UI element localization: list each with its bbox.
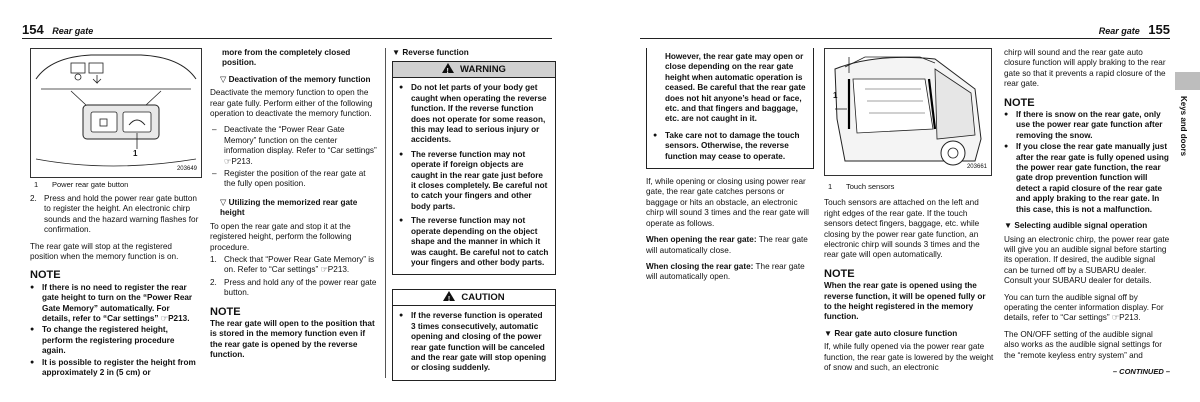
registered-position-paragraph: The rear gate will stop at the registered position when the memory function is on. xyxy=(30,241,179,262)
figure-caption-number: 1 xyxy=(34,180,39,189)
audible-paragraph: Using an electronic chirp, the power rear gate will give you an audible signal before starting its operation. If desired, the audible signal can be turned off by a SUBARU dealer. Consult your SUBARU dealer for details. xyxy=(1004,234,1170,286)
left-header xyxy=(22,22,93,36)
utilizing-step xyxy=(210,255,378,276)
auto-closure-paragraph: If, while fully opened via the power rear gate function, the rear gate is lowered by the weight of snow and such, an electronic xyxy=(824,342,994,373)
deactivation-item: – Register the position of the rear gate at the fully open position. xyxy=(210,169,378,190)
figure-caption-text: Touch sensors xyxy=(846,182,895,191)
touch-note-heading: NOTE xyxy=(824,267,855,280)
figure-code: 203661 xyxy=(966,163,987,170)
note-item: ● If there is no need to register the rear gate height to turn on the “Power Rear Gate Memory” automatically. For details, refer to “Car settings” ☞P213. xyxy=(30,283,200,325)
note-continuation: more from the completely closed position. xyxy=(222,48,351,68)
right-header xyxy=(1099,22,1170,36)
warning-item: ● Do not let parts of your body get caught when operating the reverse function. If the reverse function does not operate for some reason, this may lead to serious injury or accidents. xyxy=(399,83,549,145)
caution-item: ● Take care not to damage the touch sensors. Otherwise, the reverse function may cease to operate. xyxy=(653,131,807,162)
touch-sensors-illustration xyxy=(824,48,992,176)
rear-gate-car-drawing xyxy=(825,49,991,175)
section-tab-label xyxy=(1176,96,1196,186)
right-header-rule xyxy=(640,38,1170,39)
figure-code: 203649 xyxy=(176,165,197,172)
audible-paragraph: The ON/OFF setting of the audible signal also works as the audible signal settings for the “remote keyless entry system” and xyxy=(1004,329,1162,360)
opening-label: When opening the rear gate: xyxy=(646,235,757,245)
figure-callout: 1 xyxy=(833,91,838,100)
left-page xyxy=(22,0,562,402)
caution-box xyxy=(392,289,556,380)
section-tab-text: Keys and doors xyxy=(1179,96,1188,157)
closing-text: The rear gate will automatically open. xyxy=(646,261,805,282)
left-col-2 xyxy=(210,48,378,367)
deactivation-heading: ▽ Deactivation of the memory function xyxy=(220,74,371,84)
snow-note-heading: NOTE xyxy=(1004,96,1035,109)
left-col-3 xyxy=(392,48,556,381)
warning-icon xyxy=(442,63,454,73)
col2-note-heading: NOTE xyxy=(210,305,241,318)
audible-paragraph: You can turn the audible signal off by operating the center information display. For details, refer to “Car settings” ☞P213. xyxy=(1004,292,1164,323)
figure-caption xyxy=(30,180,200,190)
right-col-2 xyxy=(824,48,994,380)
rear-gate-button-drawing xyxy=(31,49,201,177)
right-col-1 xyxy=(646,48,814,289)
utilizing-step-text: Check that “Power Rear Gate Memory” is on. Refer to “Car settings” ☞P213. xyxy=(224,254,375,275)
deactivation-item: – Deactivate the “Power Rear Gate Memory” function on the center information display. Refer to “Car settings” ☞P213. xyxy=(210,125,378,167)
touch-note-text: When the rear gate is opened using the reverse function, it will be opened fully or to the height registered in the memory function. xyxy=(824,281,986,322)
warning-label: WARNING xyxy=(460,64,506,76)
utilizing-step xyxy=(210,278,378,299)
utilizing-step-number: 2. xyxy=(210,277,217,287)
utilizing-paragraph: To open the rear gate and stop it at the registered height, perform the following procedure. xyxy=(210,221,352,252)
reverse-paragraph: If, while opening or closing using power rear gate, the rear gate catches persons or baggage or hits an obstacle, an electronic chirp will sound 3 times and the rear gate will operate as follows. xyxy=(646,177,809,228)
touch-sensors-paragraph: Touch sensors are attached on the left and right edges of the rear gate. If the touch sensors detect fingers, baggage, etc. while closing by the power rear gate function, an electronic chirp will sounds 3 times and the rear gate will open automatically. xyxy=(824,198,980,260)
caution-label: CAUTION xyxy=(461,292,505,304)
warning-item: ● The reverse function may not operate if foreign objects are caught in the rear gate just before it closes completely. Be careful not to catch your fingers and other body parts. xyxy=(399,150,549,212)
reverse-function-heading: ▼ Reverse function xyxy=(392,48,469,57)
figure-caption xyxy=(824,182,994,192)
utilizing-heading: ▽ Utilizing the memorized rear gate height xyxy=(220,197,358,218)
col2-note-text: The rear gate will open to the position that is stored in the memory function even if the rear gate is opened by the reverse function. xyxy=(210,318,375,360)
left-running-title: Rear gate xyxy=(52,26,94,36)
right-page-number: 155 xyxy=(1148,22,1170,37)
closing-paragraph xyxy=(646,262,814,283)
continued-caution-box xyxy=(646,48,814,169)
caution-continuation: However, the rear gate may open or close depending on the rear gate height when automatic operation is ceased. Be careful that the rear gate does not hit anyone’s head or face, etc. and that fingers and baggage, etc. are not caught in it. xyxy=(665,52,806,124)
caution-bar xyxy=(393,290,555,306)
column-divider xyxy=(385,48,386,378)
deactivation-paragraph: Deactivate the memory function to open the rear gate fully. Perform either of the following operation to deactivate the memory function. xyxy=(210,88,373,119)
auto-closure-heading: ▼ Rear gate auto closure function xyxy=(824,328,958,338)
left-col-1-text xyxy=(30,194,200,380)
opening-paragraph xyxy=(646,235,814,256)
warning-body xyxy=(393,78,555,274)
note-item: ● If there is snow on the rear gate, only use the power rear gate function after removing the snow. xyxy=(1004,110,1170,141)
left-note-heading: NOTE xyxy=(30,269,61,282)
step-2-text: Press and hold the power rear gate button to register the height. An electronic chirp sounds and the hazard warning flashes for confirmation. xyxy=(44,194,199,235)
auto-closure-continuation: chirp will sound and the rear gate auto closure function will apply braking to the rear gate so that it prevents a rapid closure of the rear gate. xyxy=(1004,48,1166,89)
right-running-title: Rear gate xyxy=(1098,26,1140,36)
left-page-number: 154 xyxy=(22,22,44,37)
selecting-audible-heading: ▼ Selecting audible signal operation xyxy=(1004,221,1148,231)
utilizing-step-number: 1. xyxy=(210,254,217,264)
step-2 xyxy=(30,194,200,236)
caution-icon xyxy=(443,291,455,301)
opening-text: The rear gate will automatically close. xyxy=(646,235,808,255)
section-tab xyxy=(1175,72,1200,90)
right-page xyxy=(640,0,1200,402)
note-item: ● If you close the rear gate manually just after the rear gate is fully opened using the power rear gate function, the rear gate drop prevention function will detect a rapid closure of the rear gate and apply braking to the rear gate. In this case, this is not a malfunction. xyxy=(1004,142,1170,215)
warning-box xyxy=(392,61,556,275)
caution-body xyxy=(393,306,555,379)
right-col-3 xyxy=(1004,48,1170,377)
closing-label: When closing the rear gate: xyxy=(646,261,754,271)
utilizing-step-text: Press and hold any of the power rear gate button. xyxy=(224,277,377,298)
figure-callout: 1 xyxy=(133,149,138,158)
continued-label: – CONTINUED – xyxy=(1112,366,1170,376)
note-item: ● It is possible to register the height from approximately 2 in (5 cm) or xyxy=(30,358,200,379)
warning-bar xyxy=(393,62,555,78)
power-rear-gate-button-illustration xyxy=(30,48,202,178)
step-2-number: 2. xyxy=(30,194,37,203)
note-item: ● To change the registered height, perform the registering procedure again. xyxy=(30,325,200,356)
figure-caption-text: Power rear gate button xyxy=(52,180,129,189)
left-header-rule xyxy=(22,38,552,39)
warning-item: ● The reverse function may not operate depending on the object shape and the manner in which it was caught. Be careful not to catch your fingers and other body parts. xyxy=(399,216,549,268)
figure-caption-number: 1 xyxy=(828,182,833,191)
caution-item: ● If the reverse function is operated 3 times consecutively, automatic opening and closing of the power rear gate function will be canceled and the rear gate will stop opening or closing suddenly. xyxy=(399,311,549,373)
